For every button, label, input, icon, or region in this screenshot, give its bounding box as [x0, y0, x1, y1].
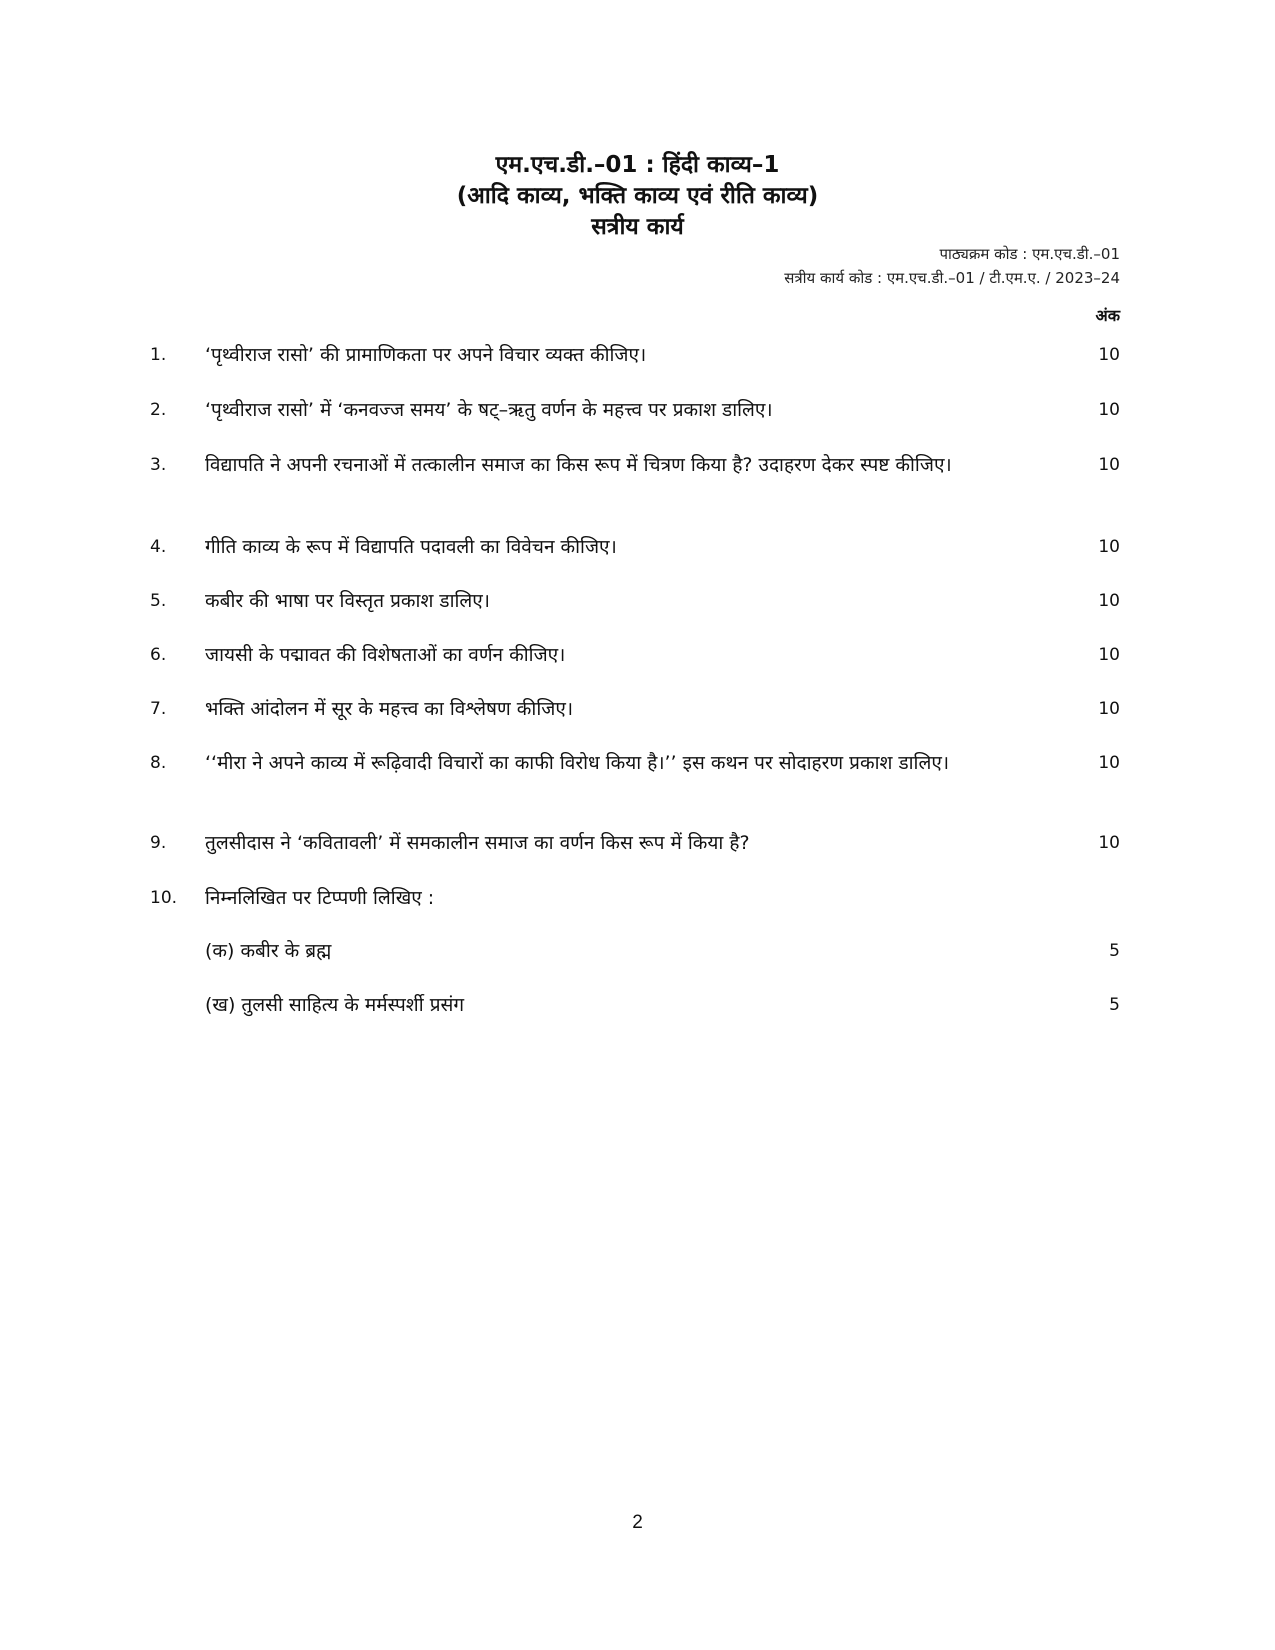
question-text: निम्नलिखित पर टिप्पणी लिखिए : — [205, 887, 435, 909]
question-text: ‘‘मीरा ने अपने काव्य में रूढ़िवादी विचारों का काफी विरोध किया है।’’ इस कथन पर सोदाहरण प्रकाश डालिए। — [205, 752, 950, 774]
question-text: ‘पृथ्वीराज रासो’ में ‘कनवज्ज समय’ के षट्–ऋतु वर्णन के महत्त्व पर प्रकाश डालिए। — [205, 399, 773, 421]
sub-question-text: (क) कबीर के ब्रह्म — [205, 940, 332, 962]
question-marks: 10 — [1098, 699, 1120, 719]
course-code: पाठ्यक्रम कोड : एम.एच.डी.–01 — [939, 245, 1120, 263]
question-number: 9. — [150, 833, 167, 853]
question-marks: 10 — [1098, 455, 1120, 475]
question-text: कबीर की भाषा पर विस्तृत प्रकाश डालिए। — [205, 590, 491, 612]
question-number: 5. — [150, 591, 167, 611]
question-number: 2. — [150, 400, 167, 420]
question-number: 4. — [150, 537, 167, 557]
question-text: ‘पृथ्वीराज रासो’ की प्रामाणिकता पर अपने विचार व्यक्त कीजिए। — [205, 344, 647, 366]
question-text: गीति काव्य के रूप में विद्यापति पदावली का विवेचन कीजिए। — [205, 536, 617, 558]
question-marks: 10 — [1098, 400, 1120, 420]
course-subtitle: (आदि काव्य, भक्ति काव्य एवं रीति काव्य) — [456, 183, 819, 209]
assignment-heading: सत्रीय कार्य — [591, 214, 684, 240]
code-block — [784, 242, 1120, 290]
question-marks: 10 — [1098, 645, 1120, 665]
question-marks: 10 — [1098, 345, 1120, 365]
question-number: 1. — [150, 345, 167, 365]
question-number: 10. — [150, 888, 178, 908]
question-text: भक्ति आंदोलन में सूर के महत्त्व का विश्लेषण कीजिए। — [205, 698, 574, 720]
assignment-code: सत्रीय कार्य कोड : एम.एच.डी.–01 / टी.एम.ए. / 2023–24 — [784, 269, 1120, 287]
question-text: तुलसीदास ने ‘कवितावली’ में समकालीन समाज का वर्णन किस रूप में किया है? — [205, 832, 750, 854]
question-number: 7. — [150, 699, 167, 719]
document-header — [0, 150, 1275, 243]
question-marks: 10 — [1098, 833, 1120, 853]
course-title: एम.एच.डी.–01 : हिंदी काव्य–1 — [495, 152, 780, 178]
sub-question-text: (ख) तुलसी साहित्य के मर्मस्पर्शी प्रसंग — [205, 994, 465, 1016]
page-number: 2 — [632, 1512, 643, 1533]
question-marks: 10 — [1098, 591, 1120, 611]
question-text: जायसी के पद्मावत की विशेषताओं का वर्णन कीजिए। — [205, 644, 566, 666]
question-number: 3. — [150, 455, 167, 475]
marks-heading: अंक — [1095, 306, 1120, 325]
question-number: 8. — [150, 753, 167, 773]
sub-question-marks: 5 — [1109, 995, 1120, 1015]
question-text: विद्यापति ने अपनी रचनाओं में तत्कालीन समाज का किस रूप में चित्रण किया है? उदाहरण देकर स्पष्ट कीजिए। — [205, 454, 952, 476]
question-marks: 10 — [1098, 537, 1120, 557]
question-number: 6. — [150, 645, 167, 665]
question-marks: 10 — [1098, 753, 1120, 773]
sub-question-marks: 5 — [1109, 941, 1120, 961]
